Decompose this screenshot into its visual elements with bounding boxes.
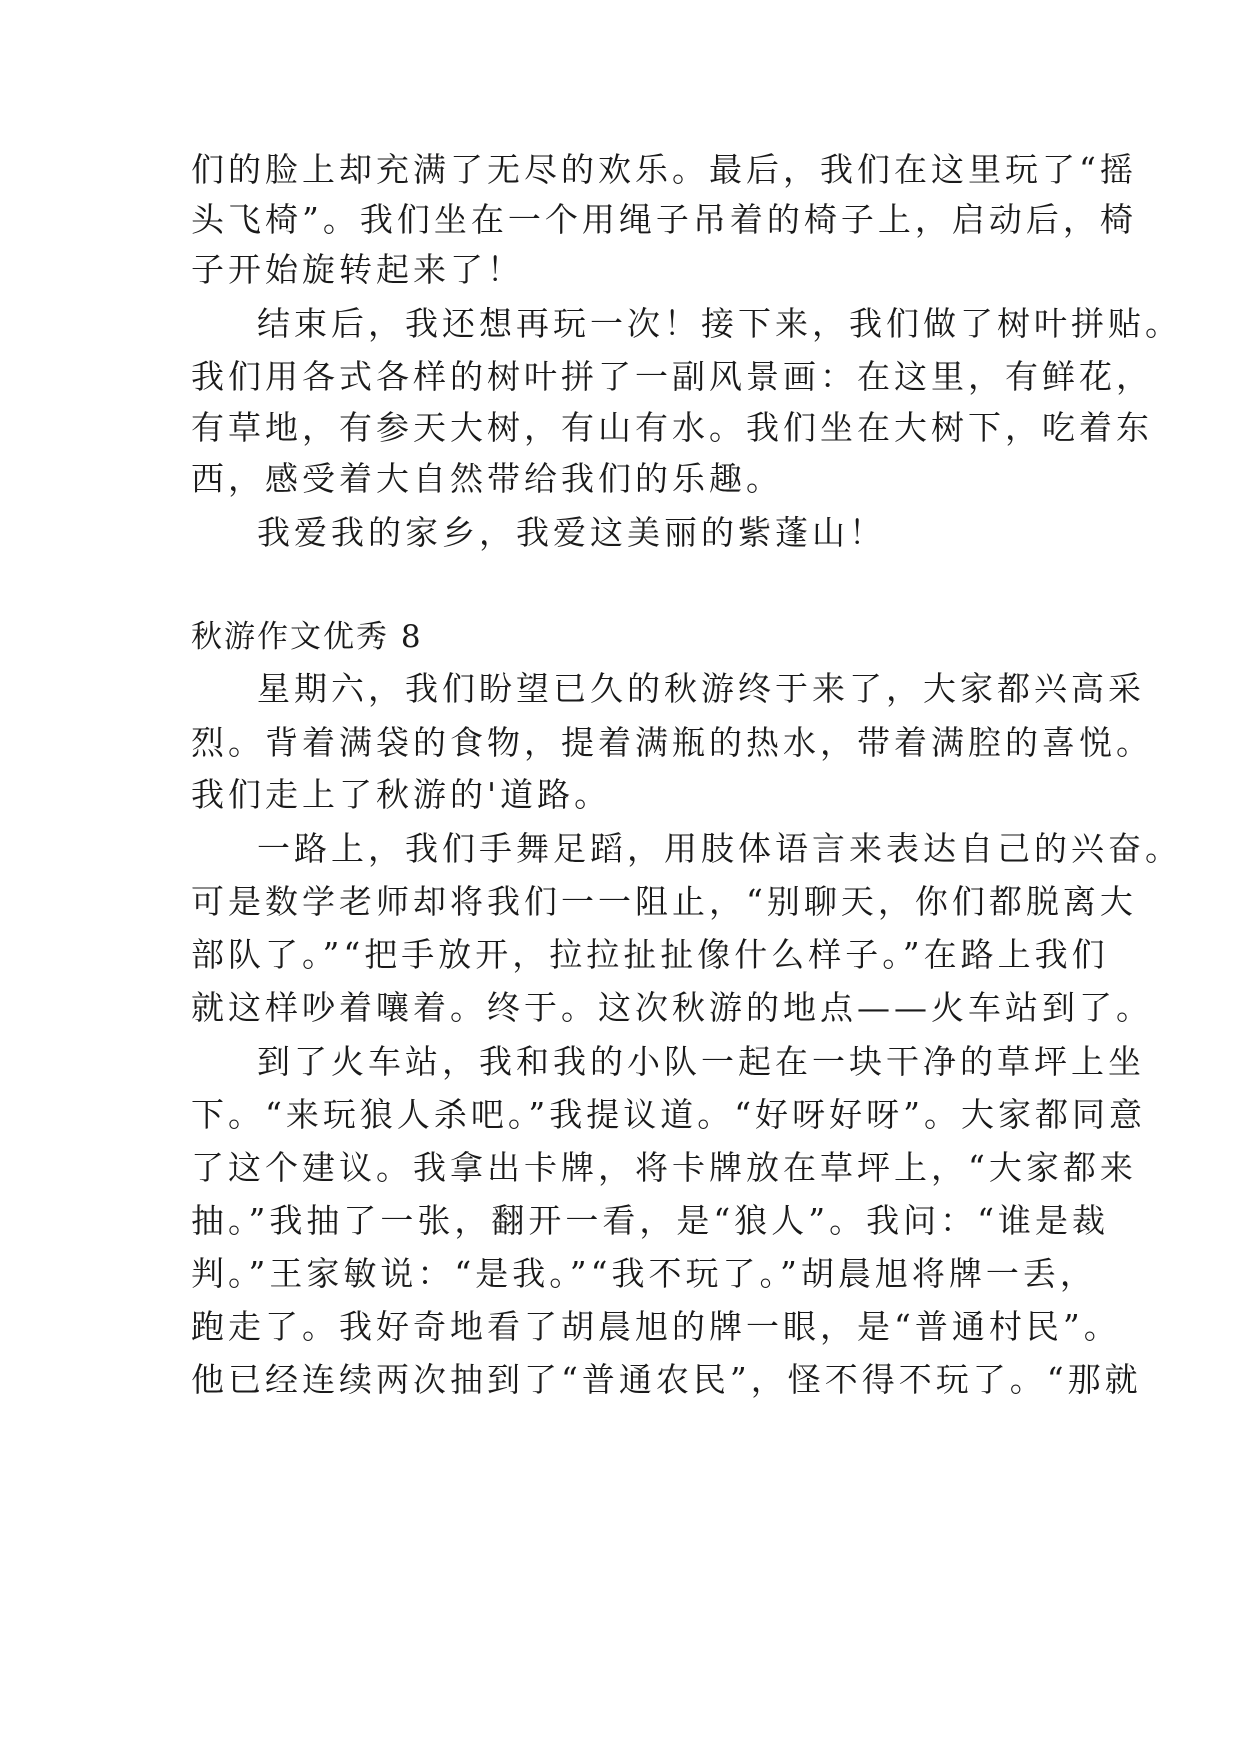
paragraph-line: 跑走了。我好奇地看了胡晨旭的牌一眼，是“普通村民”。 [191, 1307, 1121, 1346]
paragraph-line: 到了火车站，我和我的小队一起在一块干净的草坪上坐 [257, 1042, 1145, 1081]
paragraph-line: 下。“来玩狼人杀吧。”我提议道。“好呀好呀”。大家都同意 [191, 1095, 1146, 1134]
paragraph-line: 抽。”我抽了一张，翻开一看，是“狼人”。我问：“谁是裁 [191, 1201, 1109, 1240]
paragraph-line: 子开始旋转起来了！ [191, 250, 524, 289]
paragraph-line: 烈。背着满袋的食物，提着满瓶的热水，带着满腔的喜悦。 [191, 723, 1153, 762]
paragraph-line: 部队了。”“把手放开，拉拉扯扯像什么样子。”在路上我们 [191, 935, 1109, 974]
paragraph-line: 他已经连续两次抽到了“普通农民”，怪不得不玩了。“那就 [191, 1360, 1142, 1399]
paragraph-line: 有草地，有参天大树，有山有水。我们坐在大树下，吃着东 [191, 408, 1153, 447]
paragraph-line: 们的脸上却充满了无尽的欢乐。最后，我们在这里玩了“摇 [191, 150, 1137, 189]
paragraph-line: 头飞椅”。我们坐在一个用绳子吊着的椅子上，启动后，椅 [191, 200, 1137, 239]
paragraph-line: 星期六，我们盼望已久的秋游终于来了，大家都兴高采 [257, 669, 1145, 708]
paragraph-line: 我们走上了秋游的'道路。 [191, 775, 612, 814]
paragraph-line: 一路上，我们手舞足蹈，用肢体语言来表达自己的兴奋。 [257, 829, 1182, 868]
paragraph-line: 我爱我的家乡，我爱这美丽的紫蓬山！ [257, 513, 886, 552]
paragraph-line: 可是数学老师却将我们一一阻止，“别聊天，你们都脱离大 [191, 882, 1137, 921]
section-heading: 秋游作文优秀 8 [191, 619, 423, 655]
paragraph-line: 我们用各式各样的树叶拼了一副风景画：在这里，有鲜花， [191, 357, 1153, 396]
paragraph-line: 西，感受着大自然带给我们的乐趣。 [191, 459, 783, 498]
paragraph-line: 结束后，我还想再玩一次！接下来，我们做了树叶拼贴。 [257, 304, 1182, 343]
paragraph-line: 判。”王家敏说：“是我。”“我不玩了。”胡晨旭将牌一丢， [191, 1254, 1097, 1293]
paragraph-line: 了这个建议。我拿出卡牌，将卡牌放在草坪上，“大家都来 [191, 1148, 1137, 1187]
paragraph-line: 就这样吵着嚷着。终于。这次秋游的地点——火车站到了。 [191, 988, 1153, 1027]
